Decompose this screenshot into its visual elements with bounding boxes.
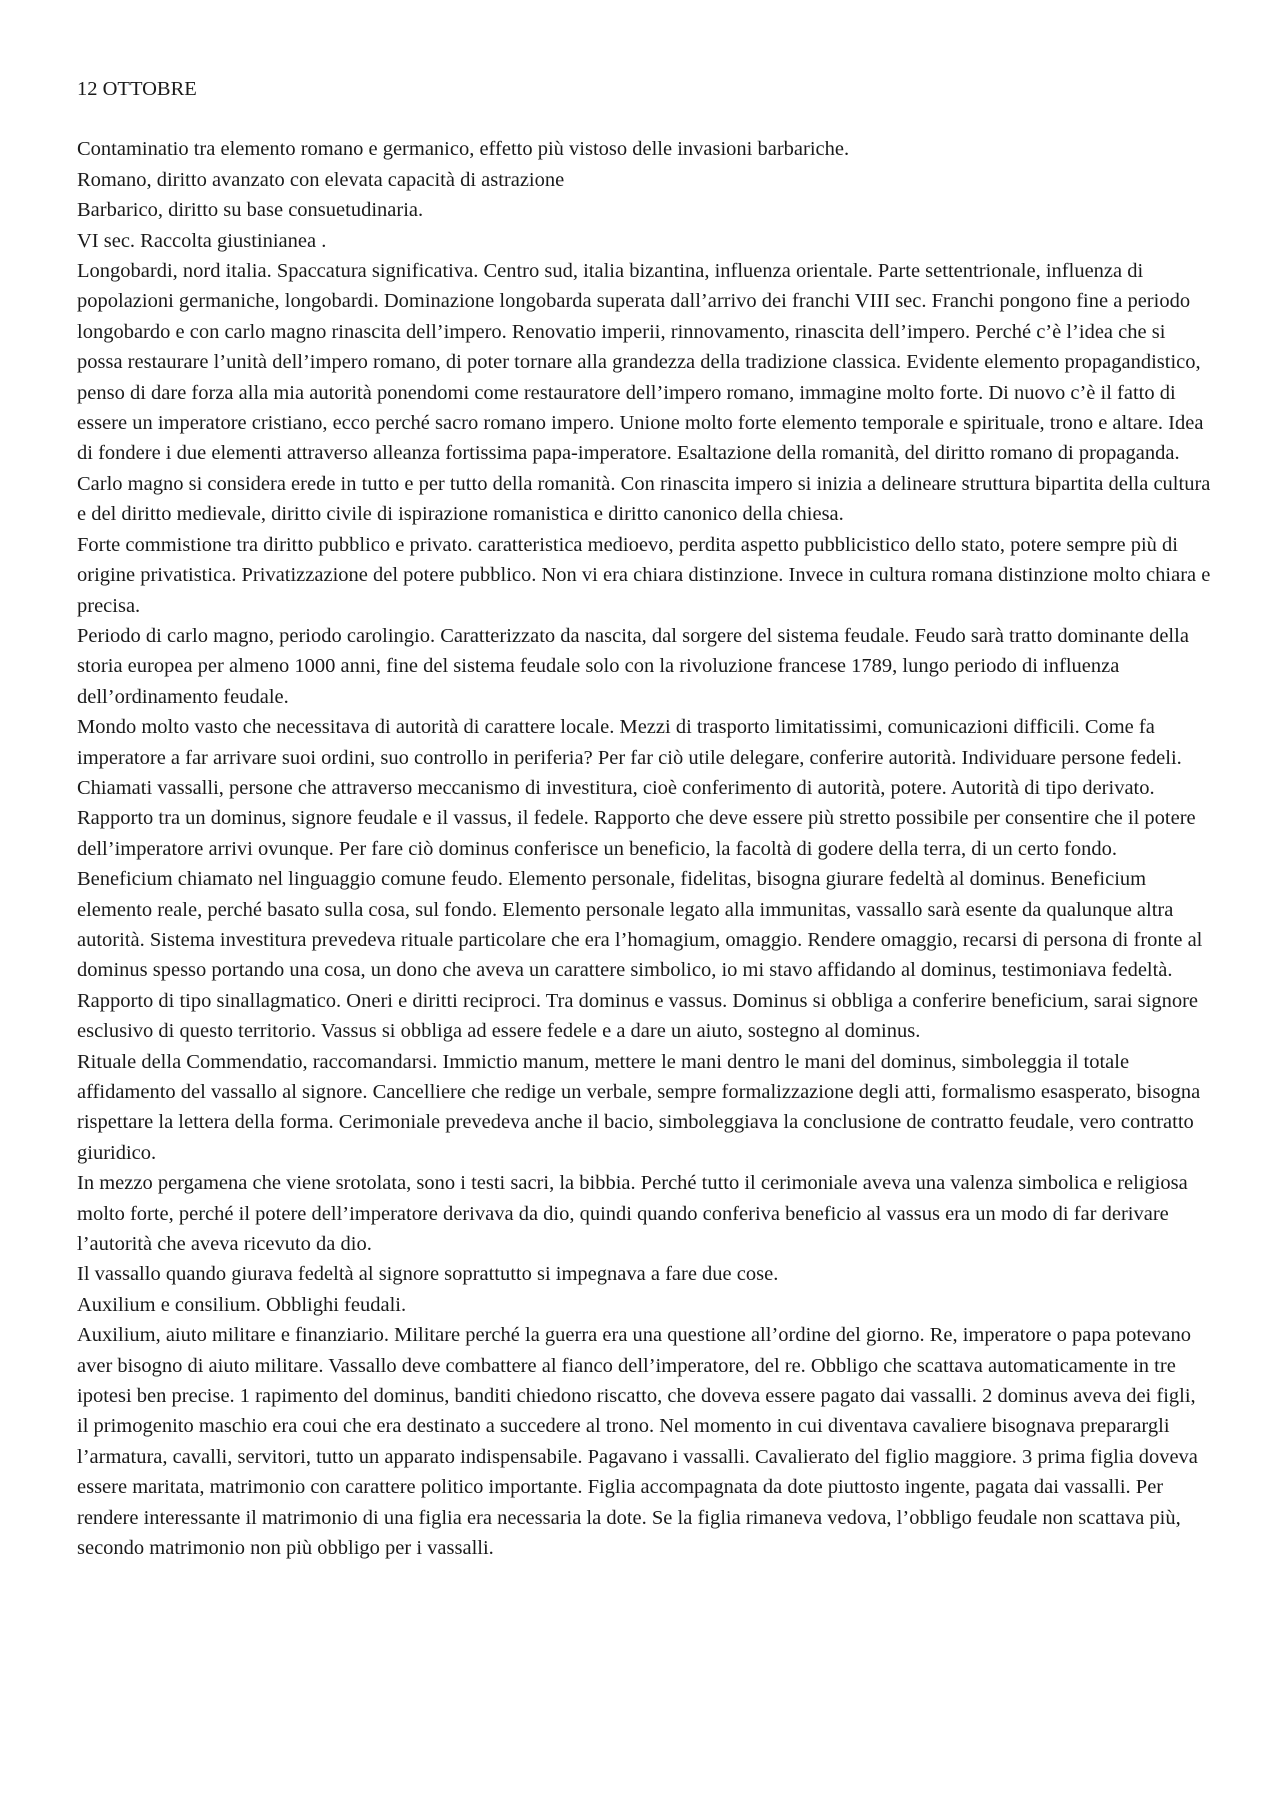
paragraph-obblighi-feudali: Auxilium e consilium. Obblighi feudali. (77, 1293, 407, 1316)
paragraph-autorita-locale: Mondo molto vasto che necessitava di autorità di carattere locale. Mezzi di trasporto limitatissimi, comunicazioni difficili. Come fa imperatore a far arrivare suoi ordini, suo controllo in periferia? Per far ciò utile delegare, conferire autorità. Individuare persone fedeli. Chiamati vassalli, persone che attraverso meccanismo di investitura, cioè conferimento di autorità, potere. Autorità di tipo derivato. Rapporto tra un dominus, signore feudale e il vassus, il fedele. Rapporto che deve essere più stretto possibile per consentire che il potere dell’imperatore arrivi ovunque. Per fare ciò dominus conferisce un beneficio, la facoltà di godere della terra, di un certo fondo. Beneficium chiamato nel linguaggio comune feudo. Elemento personale, fidelitas, bisogna giurare fedeltà al dominus. Beneficium elemento reale, perché basato sulla cosa, sul fondo. Elemento personale legato alla immunitas, vassallo sarà esente da qualunque altra autorità. Sistema investitura prevedeva rituale particolare che era l’homagium, omaggio. Rendere omaggio, recarsi di persona di fronte al dominus spesso portando una cosa, un dono che aveva un carattere simbolico, io mi stavo affidando al dominus, testimoniava fedeltà. Rapporto di tipo sinallagmatico. Oneri e diritti reciproci. Tra dominus e vassus. Dominus si obbliga a conferire beneficium, sarai signore esclusivo di questo territorio. Vassus si obbliga ad essere fedele e a dare un aiuto, sostegno al dominus. (77, 716, 1203, 1043)
paragraph-longobardi: Longobardi, nord italia. Spaccatura significativa. Centro sud, italia bizantina, influenza orientale. Parte settentrionale, influenza di popolazioni germaniche, longobardi. Dominazione longobarda superata dall’arrivo dei franchi VIII sec. Franchi pongono fine a periodo longobardo e con carlo magno rinascita dell’impero. Renovatio imperii, rinnovamento, rinascita dell’impero. Perché c’è l’idea che si possa restaurare l’unità dell’impero romano, di poter tornare alla grandezza della tradizione classica. Evidente elemento propagandistico, penso di dare forza alla mia autorità ponendomi come restauratore dell’impero romano, immagine molto forte. Di nuovo c’è il fatto di essere un imperatore cristiano, ecco perché sacro romano impero. Unione molto forte elemento temporale e spirituale, trono e altare. Idea di fondere i due elementi attraverso alleanza fortissima papa-imperatore. Esaltazione della romanità, del diritto romano di propaganda. Carlo magno si considera erede in tutto e per tutto della romanità. Con rinascita impero si inizia a delineare struttura bipartita della cultura e del diritto medievale, diritto civile di ispirazione romanistica e diritto canonico della chiesa. (77, 260, 1211, 526)
document-date-heading: 12 OTTOBRE (77, 78, 197, 100)
paragraph-contaminatio: Contaminatio tra elemento romano e germanico, effetto più vistoso delle invasioni barbariche. (77, 138, 850, 161)
paragraph-pergamena: In mezzo pergamena che viene srotolata, sono i testi sacri, la bibbia. Perché tutto il cerimoniale aveva una valenza simbolica e religiosa molto forte, perché il potere dell’imperatore derivava da dio, quindi quando conferiva beneficio al vassus era un modo di far derivare l’autorità che aveva ricevuto da dio. (77, 1172, 1188, 1256)
document-page (77, 74, 1212, 1564)
paragraph-giuramento: Il vassallo quando giurava fedeltà al signore soprattutto si impegnava a fare due cose. (77, 1263, 779, 1286)
paragraph-commistione: Forte commistione tra diritto pubblico e privato. caratteristica medioevo, perdita aspetto pubblicistico dello stato, potere sempre più di origine privatistica. Privatizzazione del potere pubblico. Non vi era chiara distinzione. Invece in cultura romana distinzione molto chiara e precisa. (77, 533, 1211, 617)
paragraph-commendatio: Rituale della Commendatio, raccomandarsi. Immictio manum, mettere le mani dentro le mani del dominus, simboleggia il totale affidamento del vassallo al signore. Cancelliere che redige un verbale, sempre formalizzazione degli atti, formalismo esasperato, bisogna rispettare la lettera della forma. Cerimoniale prevedeva anche il bacio, simboleggiava la conclusione de contratto feudale, vero contratto giuridico. (77, 1050, 1201, 1164)
paragraph-raccolta-giustinianea: VI sec. Raccolta giustinianea . (77, 229, 327, 252)
paragraph-auxilium: Auxilium, aiuto militare e finanziario. Militare perché la guerra era una questione all’ordine del giorno. Re, imperatore o papa potevano aver bisogno di aiuto militare. Vassallo deve combattere al fianco dell’imperatore, del re. Obbligo che scattava automaticamente in tre ipotesi ben precise. 1 rapimento del dominus, banditi chiedono riscatto, che doveva essere pagato dai vassalli. 2 dominus aveva dei figli, il primogenito maschio era coui che era destinato a succedere al trono. Nel momento in cui diventava cavaliere bisognava preparargli l’armatura, cavalli, servitori, tutto un apparato indispensabile. Pagavano i vassalli. Cavalierato del figlio maggiore. 3 prima figlia doveva essere maritata, matrimonio con carattere politico importante. Figlia accompagnata da dote piuttosto ingente, pagata dai vassalli. Per rendere interessante il matrimonio di una figlia era necessaria la dote. Se la figlia rimaneva vedova, l’obbligo feudale non scattava più, secondo matrimonio non più obbligo per i vassalli. (77, 1324, 1198, 1560)
paragraph-romano: Romano, diritto avanzato con elevata capacità di astrazione (77, 168, 565, 191)
paragraph-periodo-carolingio: Periodo di carlo magno, periodo carolingio. Caratterizzato da nascita, dal sorgere del sistema feudale. Feudo sarà tratto dominante della storia europea per almeno 1000 anni, fine del sistema feudale solo con la rivoluzione francese 1789, lungo periodo di influenza dell’ordinamento feudale. (77, 624, 1189, 708)
paragraph-barbarico: Barbarico, diritto su base consuetudinaria. (77, 199, 424, 222)
